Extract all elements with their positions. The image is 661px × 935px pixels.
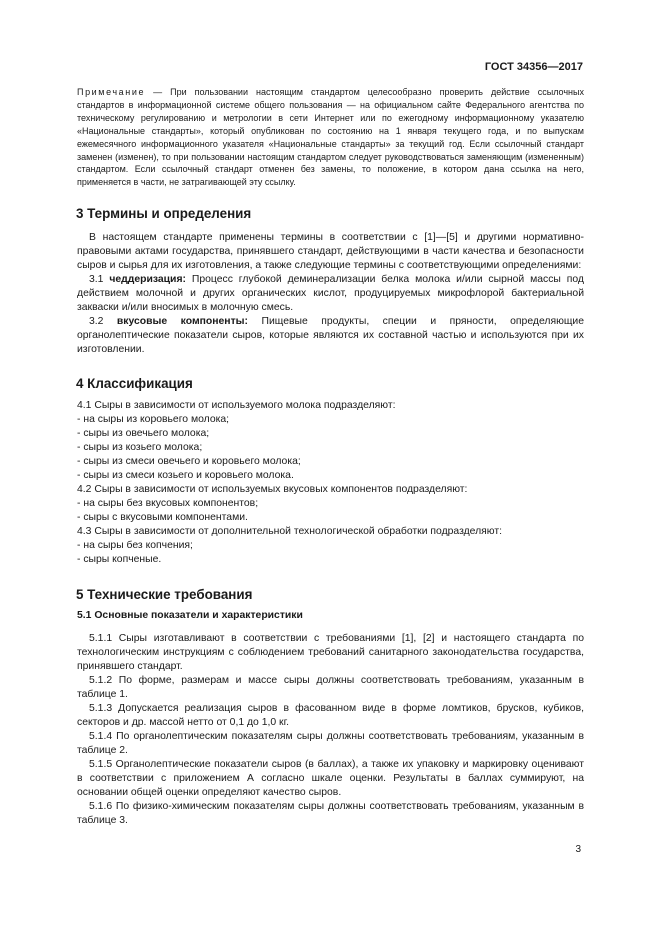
list-item: - на сыры без копчения; xyxy=(77,540,193,552)
section-5-title: 5 Технические требования xyxy=(76,587,253,603)
list-item: - на сыры без вкусовых компонентов; xyxy=(77,498,259,510)
list-item: - сыры из смеси овечьего и коровьего молока; xyxy=(77,456,301,468)
standard-code: ГОСТ 34356—2017 xyxy=(484,61,583,73)
term-3-1: 3.1 чеддеризация: Процесс глубокой деминерализации белка молока и/или сырной массы под действием молочной и других органических кислот, продуцируемых микрофлорой бактериальной закваски и/или вносимых в молочную смесь. xyxy=(77,274,584,314)
paragraph-5-1-2: 5.1.2 По форме, размерам и массе сыры должны соответствовать требованиям, указанным в таблице 1. xyxy=(77,675,584,701)
list-item: - сыры копченые. xyxy=(77,554,162,566)
list-item: 4.1 Сыры в зависимости от используемого молока подразделяют: xyxy=(77,400,396,412)
paragraph-5-1-4: 5.1.4 По органолептическим показателям сыры должны соответствовать требованиям, указанным в таблице 2. xyxy=(77,731,584,757)
section-3-intro: В настоящем стандарте применены термины в соответствии с [1]—[5] и другими нормативно-правовыми актами государства, принявшего стандарт, действующими в части качества и безопасности сыров и сырья для их изготовления, а также следующие термины с соответствующими определениями: xyxy=(77,232,584,272)
list-item: - сыры с вкусовыми компонентами. xyxy=(77,512,248,524)
note-text: — При пользовании настоящим стандартом целесообразно проверить действие ссылочных стандартов в информационной системе общего пользования — на официальном сайте Федерального агентства по техническому регулированию и метрологии в сети Интернет или по ежегодному информационному указателю «Национальные стандарты», который опубликован по состоянию на 1 января текущего года, и по выпускам ежемесячного информационного указателя «Национальные стандарты» за текущий год. Если ссылочный стандарт заменен (изменен), то при пользовании настоящим стандартом следует руководствоваться заменяющим (измененным) стандартом. Если ссылочный стандарт отменен без замены, то положение, в котором дана ссылка на него, применяется в части, не затрагивающей эту ссылку. xyxy=(77,87,584,188)
list-item: 4.2 Сыры в зависимости от используемых вкусовых компонентов подразделяют: xyxy=(77,484,468,496)
paragraph-5-1-1: 5.1.1 Сыры изготавливают в соответствии с требованиями [1], [2] и настоящего стандарта по технологическим инструкциям с соблюдением требований санитарного законодательства государства, принявшего стандарт. xyxy=(77,633,584,673)
list-item: 4.3 Сыры в зависимости от дополнительной технологической обработки подразделяют: xyxy=(77,526,503,538)
term-3-1-name: чеддеризация: xyxy=(109,274,186,286)
page-number: 3 xyxy=(575,844,581,855)
paragraph-5-1-6: 5.1.6 По физико-химическим показателям сыры должны соответствовать требованиям, указанным в таблице 3. xyxy=(77,801,584,827)
paragraph-5-1-3: 5.1.3 Допускается реализация сыров в фасованном виде в форме ломтиков, брусков, кубиков, секторов и др. массой нетто от 0,1 до 1,0 кг. xyxy=(77,703,584,729)
term-3-2: 3.2 вкусовые компоненты: Пищевые продукты, специи и пряности, определяющие органолептические показатели сыров, которые являются их составной частью и используются при их изготовлении. xyxy=(77,316,584,356)
section-4-title: 4 Классификация xyxy=(76,376,193,392)
note-label: Примечание xyxy=(77,87,146,97)
page-content xyxy=(77,86,584,828)
list-item: - сыры из смеси козьего и коровьего молока. xyxy=(77,470,294,482)
list-item: - сыры из овечьего молока; xyxy=(77,428,210,440)
list-item: - сыры из козьего молока; xyxy=(77,442,203,454)
list-item: - на сыры из коровьего молока; xyxy=(77,414,230,426)
term-3-2-name: вкусовые компоненты: xyxy=(116,316,249,328)
paragraph-5-1-5: 5.1.5 Органолептические показатели сыров (в баллах), а также их упаковку и маркировку оценивают в соответствии с приложением А согласно шкале оценки. Результаты в баллах суммируют, на основании общей оценки определяют качество сыров. xyxy=(77,759,584,799)
note-paragraph xyxy=(77,86,584,189)
subsection-5-1-title: 5.1 Основные показатели и характеристики xyxy=(77,610,303,622)
classification-list xyxy=(77,399,584,567)
section-3-title: 3 Термины и определения xyxy=(76,206,252,222)
